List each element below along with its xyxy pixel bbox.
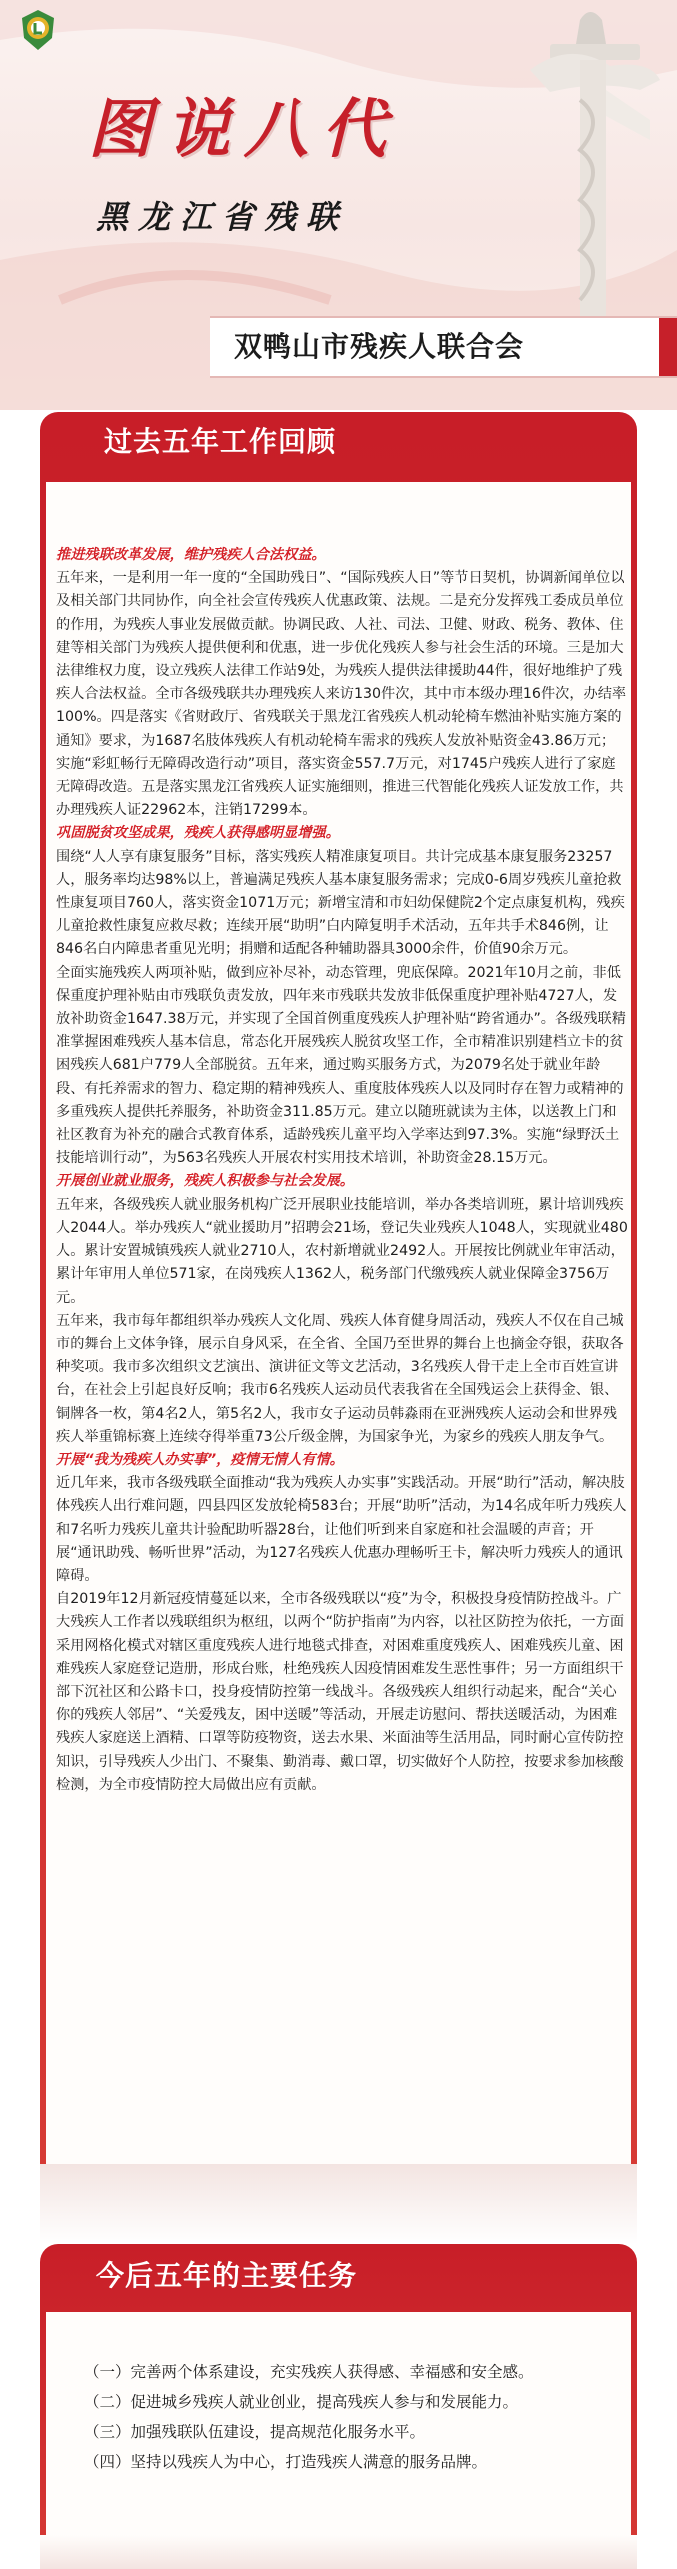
page-subtitle: 黑龙江省残联 — [96, 198, 349, 236]
review-paragraph-4: 五年来，各级残疾人就业服务机构广泛开展职业技能培训，举办各类培训班，累计培训残疾人2044人。举办残疾人“就业援助月”招聘会21场，登记失业残疾人1048人，实现就业480人。累计安置城镇残疾人就业2710人，农村新增就业2492人。开展按比例就业年审活动，累计年审用人单位571家，在岗残疾人1362人，税务部门代缴残疾人就业保障金3756万元。 — [56, 1196, 628, 1306]
review-paragraph-3: 全面实施残疾人两项补贴，做到应补尽补，动态管理，兜底保障。2021年10月之前，非低保重度护理补贴由市残联负责发放，四年来市残联共发放非低保重度护理补贴4727人，发放补助资金1647.38万元，并实现了全国首例重度残疾人护理补贴“跨省通办”。各级残联精准掌握困难残疾人基本信息，常态化开展残疾人脱贫攻坚工作，全市精准识别建档立卡的贫困残疾人681户779人全部脱贫。五年来，通过购买服务方式，为2079名处于就业年龄段、有托养需求的智力、稳定期的精神残疾人、重度肢体残疾人以及同时存在智力或精神的多重残疾人提供托养服务，补助资金311.85万元。建立以随班就读为主体，以送教上门和社区教育为补充的融合式教育体系，适龄残疾儿童平均入学率达到97.3%。实施“绿野沃土技能培训行动”，为563名残疾人开展农村实用技术培训，补助资金28.15万元。 — [56, 964, 626, 1167]
federation-logo-icon — [18, 8, 58, 52]
footer-shade — [40, 2535, 637, 2569]
banner-accent — [659, 318, 677, 376]
review-paragraph-5: 五年来，我市每年都组织举办残疾人文化周、残疾人体育健身周活动，残疾人不仅在自己城市的舞台上文体争锋，展示自身风采，在全省、全国乃至世界的舞台上也摘金夺银，获取各种奖项。我市多次组织文艺演出、演讲征文等文艺活动，3名残疾人骨干走上全市百姓宣讲台，在社会上引起良好反响；我市6名残疾人运动员代表我省在全国残运会上获得金、银、铜牌各一枚，第4名2人，第5名2人，我市女子运动员韩淼雨在亚洲残疾人运动会和世界残疾人举重锦标赛上连续夺得举重73公斤级金牌，为国家争光，为家乡的残疾人朋友争气。 — [56, 1312, 624, 1445]
task-item-3: （三）加强残联队伍建设，提高规范化服务水平。 — [84, 2423, 426, 2441]
review-paragraph-2: 围绕“人人享有康复服务”目标，落实残疾人精准康复项目。共计完成基本康复服务23257人，服务率均达98%以上，普遍满足残疾人基本康复服务需求；完成0-6周岁残疾儿童抢救性康复项目760人，落实资金1071万元；新增宝清和市妇幼保健院2个定点康复机构，残疾儿童抢救性康复应救尽救；连续开展“助明”白内障复明手术活动，五年共手术846例，让846名白内障患者重见光明；捐赠和适配各种辅助器具3000余件，价值90余万元。 — [56, 848, 625, 958]
review-heading: 过去五年工作回顾 — [104, 425, 337, 458]
tasks-list — [84, 2357, 604, 2477]
task-item-4: （四）坚持以残疾人为中心，打造残疾人满意的服务品牌。 — [84, 2453, 488, 2471]
task-item-1: （一）完善两个体系建设，充实残疾人获得感、幸福感和安全感。 — [84, 2363, 534, 2381]
review-paragraph-6: 近几年来，我市各级残联全面推动“我为残疾人办实事”实践活动。开展“助行”活动，解决肢体残疾人出行难问题，四县四区发放轮椅583台；开展“助听”活动，为14名成年听力残疾人和7名听力残疾儿童共计验配助听器28台，让他们听到来自家庭和社会温暖的声音；开展“通讯助残、畅听世界”活动，为127名残疾人优惠办理畅听王卡，解决听力残疾人的通讯障碍。 — [56, 1475, 627, 1584]
review-heading-4: 开展“我为残疾人办实事”，疫情无情人有情。 — [56, 1451, 344, 1468]
task-item-2: （二）促进城乡残疾人就业创业，提高残疾人参与和发展能力。 — [84, 2393, 519, 2411]
review-heading-1: 推进残联改革发展，维护残疾人合法权益。 — [56, 547, 326, 563]
header-banner — [0, 0, 677, 410]
page-title: 图说八代 — [88, 92, 400, 167]
tasks-heading: 今后五年的主要任务 — [96, 2259, 358, 2292]
review-heading-2: 巩固脱贫攻坚成果，残疾人获得感明显增强。 — [56, 825, 340, 842]
review-paragraph-1: 五年来，一是利用一年一度的“全国助残日”、“国际残疾人日”等节日契机，协调新闻单位以及相关部门共同协作，向全社会宣传残疾人优惠政策、法规。二是充分发挥残工委成员单位的作用，为残疾人事业发展做贡献。协调民政、人社、司法、卫健、财政、税务、教体、住建等相关部门为残疾人提供便利和优惠，进一步优化残疾人参与社会生活的环境。三是加大法律维权力度，设立残疾人法律工作站9处，为残疾人提供法律援助44件，很好地维护了残疾人合法权益。全市各级残联共办理残疾人来访130件次，其中市本级办理16件次，办结率100%。四是落实《省财政厅、省残联关于黑龙江省残疾人机动轮椅车燃油补贴实施方案的通知》要求，为1687名肢体残疾人有机动轮椅车需求的残疾人发放补贴资金43.86万元；实施“彩虹畅行无障碍改造行动”项目，落实资金557.7万元，对1745户残疾人进行了家庭无障碍改造。五是落实黑龙江省残疾人证实施细则，推进三代智能化残疾人证发放工作，共办理残疾人证22962本，注销17299本。 — [56, 570, 627, 819]
pillar-illustration-icon — [510, 0, 670, 330]
org-name: 双鸭山市残疾人联合会 — [234, 330, 525, 363]
review-paragraph-7: 自2019年12月新冠疫情蔓延以来，全市各级残联以“疫”为令，积极投身疫情防控战斗。广大残疾人工作者以残联组织为枢纽，以两个“防护指南”为内容，以社区防控为依托，一方面采用网格化模式对辖区重度残疾人进行地毯式排查，对困难重度残疾人、困难残疾儿童、困难残疾人家庭登记造册，形成台账，杜绝残疾人因疫情困难发生恶性事件；另一方面组织干部下沉社区和公路卡口，投身疫情防控第一线战斗。各级残疾人组织行动起来，配合“关心你的残疾人邻居”、“关爱残友，困中送暖”等活动，开展走访慰问、帮扶送暖活动，为困难残疾人家庭送上酒精、口罩等防疫物资，送去水果、米面油等生活用品，同时耐心宣传防控知识，引导残疾人少出门、不聚集、勤消毒、戴口罩，切实做好个人防控，按要求参加核酸检测，为全市疫情防控大局做出应有贡献。 — [56, 1591, 625, 1793]
section-divider — [40, 2164, 637, 2244]
review-content — [56, 544, 628, 1797]
review-heading-3: 开展创业就业服务，残疾人积极参与社会发展。 — [56, 1173, 354, 1190]
